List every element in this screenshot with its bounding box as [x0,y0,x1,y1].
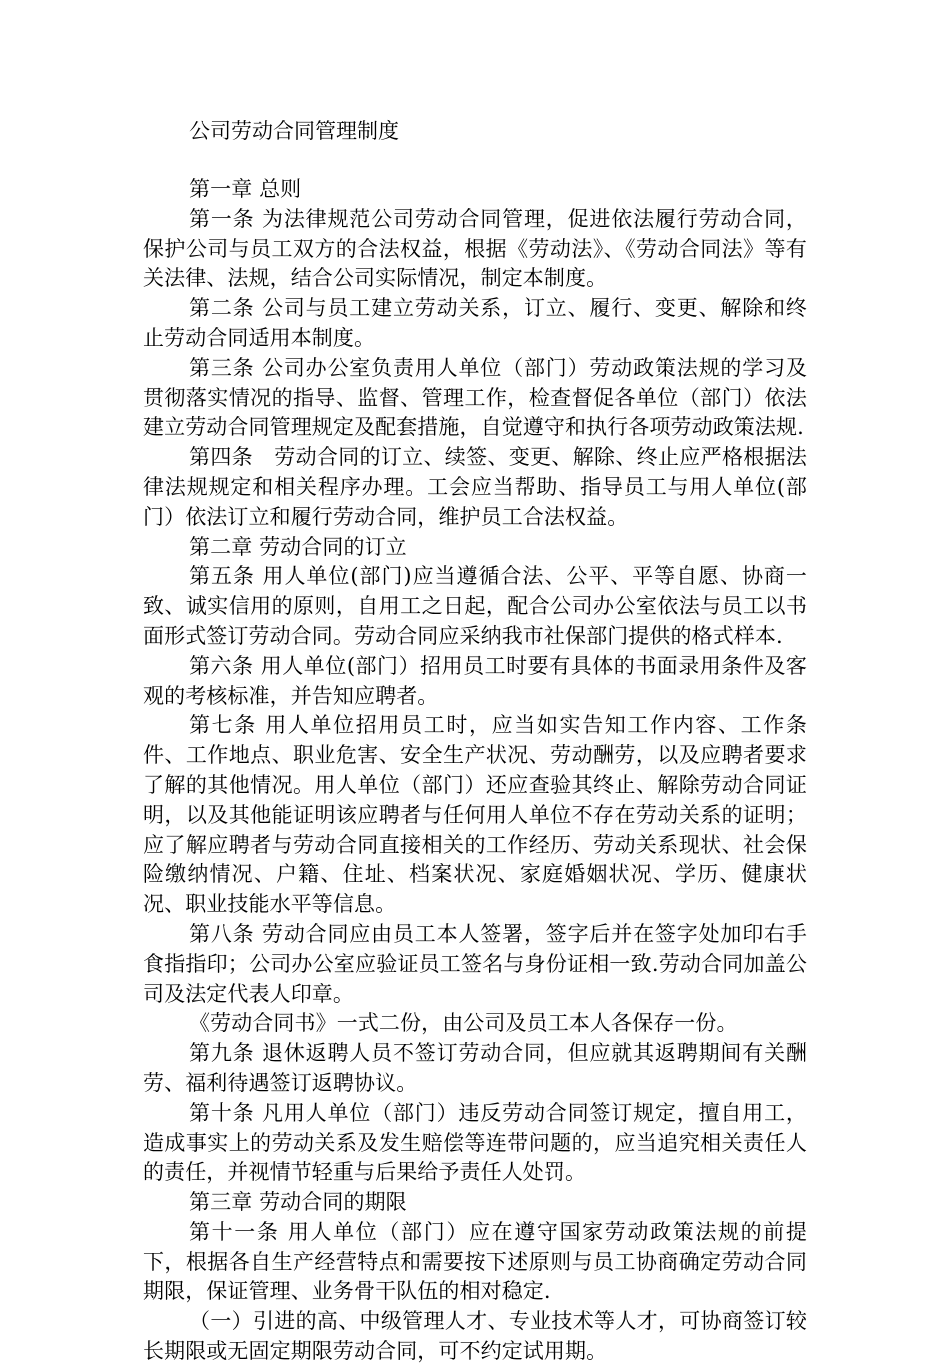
article-11-item-1: （一）引进的高、中级管理人才、专业技术等人才，可协商签订较长期限或无固定期限劳动合同，可不约定试用期。 [143,1309,807,1364]
article-1: 第一条 为法律规范公司劳动合同管理，促进依法履行劳动合同，保护公司与员工双方的合法权益，根据《劳动法》、《劳动合同法》等有关法律、法规，结合公司实际情况，制定本制度。 [143,206,807,291]
article-8-note: 《劳动合同书》一式二份，由公司及员工本人各保存一份。 [189,1011,738,1036]
chapter-1-heading: 第一章 总则 [189,177,302,201]
article-11: 第十一条 用人单位（部门）应在遵守国家劳动政策法规的前提下，根据各自生产经营特点和需要按下述原则与员工协商确定劳动合同期限，保证管理、业务骨干队伍的相对稳定. [143,1219,807,1304]
article-8: 第八条 劳动合同应由员工本人签署，签字后并在签字处加印右手食指指印；公司办公室应验证员工签名与身份证相一致.劳动合同加盖公司及法定代表人印章。 [143,921,807,1006]
article-6: 第六条 用人单位(部门）招用员工时要有具体的书面录用条件及客观的考核标准，并告知应聘者。 [143,653,807,708]
article-7: 第七条 用人单位招用员工时，应当如实告知工作内容、工作条件、工作地点、职业危害、安全生产状况、劳动酬劳，以及应聘者要求了解的其他情况。用人单位（部门）还应查验其终止、解除劳动合同证明，以及其他能证明该应聘者与任何用人单位不存在劳动关系的证明；应了解应聘者与劳动合同直接相关的工作经历、劳动关系现状、社会保险缴纳情况、户籍、住址、档案状况、家庭婚姻状况、学历、健康状况、职业技能水平等信息。 [143,713,807,917]
chapter-3-heading: 第三章 劳动合同的期限 [189,1190,407,1215]
article-3: 第三条 公司办公室负责用人单位（部门）劳动政策法规的学习及贯彻落实情况的指导、监督、管理工作，检查督促各单位（部门）依法建立劳动合同管理规定及配套措施，自觉遵守和执行各项劳动政策法规. [143,355,807,440]
article-10: 第十条 凡用人单位（部门）违反劳动合同签订规定，擅自用工，造成事实上的劳动关系及发生赔偿等连带问题的，应当追究相关责任人的责任，并视情节轻重与后果给予责任人处罚。 [143,1100,807,1185]
document-page [143,117,807,1367]
article-9: 第九条 退休返聘人员不签订劳动合同，但应就其返聘期间有关酬劳、福利待遇签订返聘协议。 [143,1041,807,1095]
article-2: 第二条 公司与员工建立劳动关系，订立、履行、变更、解除和终止劳动合同适用本制度。 [143,296,807,350]
article-5: 第五条 用人单位(部门)应当遵循合法、公平、平等自愿、协商一致、诚实信用的原则，自用工之日起，配合公司办公室依法与员工以书面形式签订劳动合同。劳动合同应采纳我市社保部门提供的格式样本. [143,564,807,648]
document-title: 公司劳动合同管理制度 [189,119,399,143]
chapter-2-heading: 第二章 劳动合同的订立 [189,534,407,559]
article-4: 第四条 劳动合同的订立、续签、变更、解除、终止应严格根据法律法规规定和相关程序办理。工会应当帮助、指导员工与用人单位(部门）依法订立和履行劳动合同，维护员工合法权益。 [143,445,807,529]
